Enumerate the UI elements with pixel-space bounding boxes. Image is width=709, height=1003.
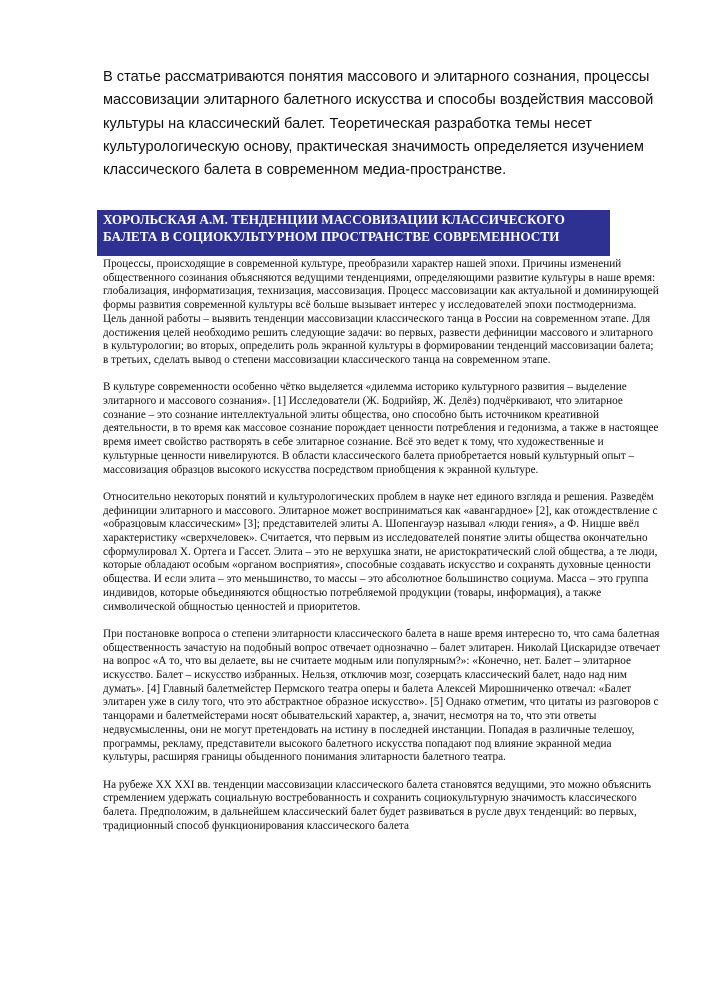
body-paragraph: Относительно некоторых понятий и культурологических проблем в науке нет единого взгляда и решения. Разведём дефиниции элитарного и массового. Элитарное может восприниматься как «авангардное» [2], как отождествление с «образцовым классическим» [3]; представителей элиты А. Шопенгауэр называл «люди гения», а Ф. Ницше ввёл характеристику «сверхчеловек». Считается, что первым из исследователей понятие элиты общества окончательно сформулировал Х. Ортега и Гассет. Элита – это не верхушка знати, не аристократический слой общества, а те люди, которые обладают особым «органом восприятия», способные создавать искусство и сохранять духовные ценности общества. И если элита – это меньшинство, то массы – это абсолютное большинство социума. Масса – это группа индивидов, которые объединяются общностью потребляемой продукции (товары, информация), а также символической общностью ценностей и приоритетов. — [103, 490, 658, 613]
article-abstract: В статье рассматриваются понятия массового и элитарного сознания, процессы массовизации элитарного балетного искусства и способы воздействия массовой культуры на классический балет. Теоретическая разработка темы несет культурологическую основу, практическая значимость определяется изучением классического балета в современном медиа-пространстве. — [103, 69, 654, 179]
article-body — [103, 258, 661, 847]
body-paragraph: Процессы, происходящие в современной культуре, преобразили характер нашей эпохи. Причины изменений общественного созинания объясняются ведущими тенденциями, определяющими развитие культуры в наше время: глобализация, информатизация, технизация, массовизация. Процесс массовизации как актуальной и доминирующей формы развития современной культуры всё больше вызывает интерес у исследователей эпохи постмодернизма. Цель данной работы – выявить тенденции массовизации классического танца в России на современном этапе. Для достижения целей необходимо решить следующие задачи: во первых, развести дефиниции массового и элитарного в культурологии; во вторых, определить роль экранной культуры в формировании тенденций массовизации балета; в третьих, сделать вывод о степени массовизации классического танца на современном этапе. — [103, 258, 659, 366]
body-paragraph: На рубеже XX XXI вв. тенденции массовизации классического балета становятся ведущими, это можно объяснить стремлением удержать социальную востребованность и сохранить социокультурную значимость классического балета. Предположим, в дальнейшем классический балет будет развиваться в русле двух тенденций: во первых, традиционный способ функционирования классического балета — [103, 778, 652, 832]
article-title: ХОРОЛЬСКАЯ А.М. ТЕНДЕНЦИИ МАССОВИЗАЦИИ КЛАССИЧЕСКОГО БАЛЕТА В СОЦИОКУЛЬТУРНОМ ПРОСТРАНСТВЕ СОВРЕМЕННОСТИ — [103, 212, 565, 244]
body-paragraph: В культуре современности особенно чётко выделяется «дилемма историко культурного развития – выделение элитарного и массового сознания». [1] Исследователи (Ж. Бодрийяр, Ж. Делёз) подчёркивают, что элитарное сознание – это сознание интеллектуальной элиты общества, оно способно быть источником креативной деятельности, в то время как массовое сознание порождает ценности потребления и гедонизма, а также в настоящее время имеет свойство растворять в себе элитарное сознание. Всё это ведет к тому, что художественные и культурные ценности нивелируются. В области классического балета приобретается новый культурный опыт – массовизация образцов высокого искусства посредством приобщения к экранной культуре. — [103, 381, 659, 476]
body-paragraph: При постановке вопроса о степени элитарности классического балета в наше время интересно то, что сама балетная общественность зачастую на подобный вопрос отвечает однозначно – балет элитарен. Николай Цискаридзе отвечает на вопрос «А то, что вы делаете, вы не считаете модным или популярным?»: «Конечно, нет. Балет – элитарное искусство. Балет – искусство избранных. Нельзя, отключив мозг, созерцать классический балет, надо над ним думать». [4] Главный балетмейстер Пермского театра оперы и балета Алексей Мирошниченко отвечал: «Балет элитарен уже в силу того, что это абстрактное образное искусство». [5] Однако отметим, что цитаты из разговоров с танцорами и балетмейстерами носят обывательский характер, а, значит, несмотря на то, что эти ответы недвусмысленны, они не могут претендовать на истину в последней инстанции. Попадая в различные телешоу, программы, рекламу, представители высокого балетного искусства попадают под влияние экранной медиа культуры, расширяя границы обыденного понимания элитарности балетного театра. — [103, 627, 660, 764]
article-title-banner — [97, 210, 610, 256]
